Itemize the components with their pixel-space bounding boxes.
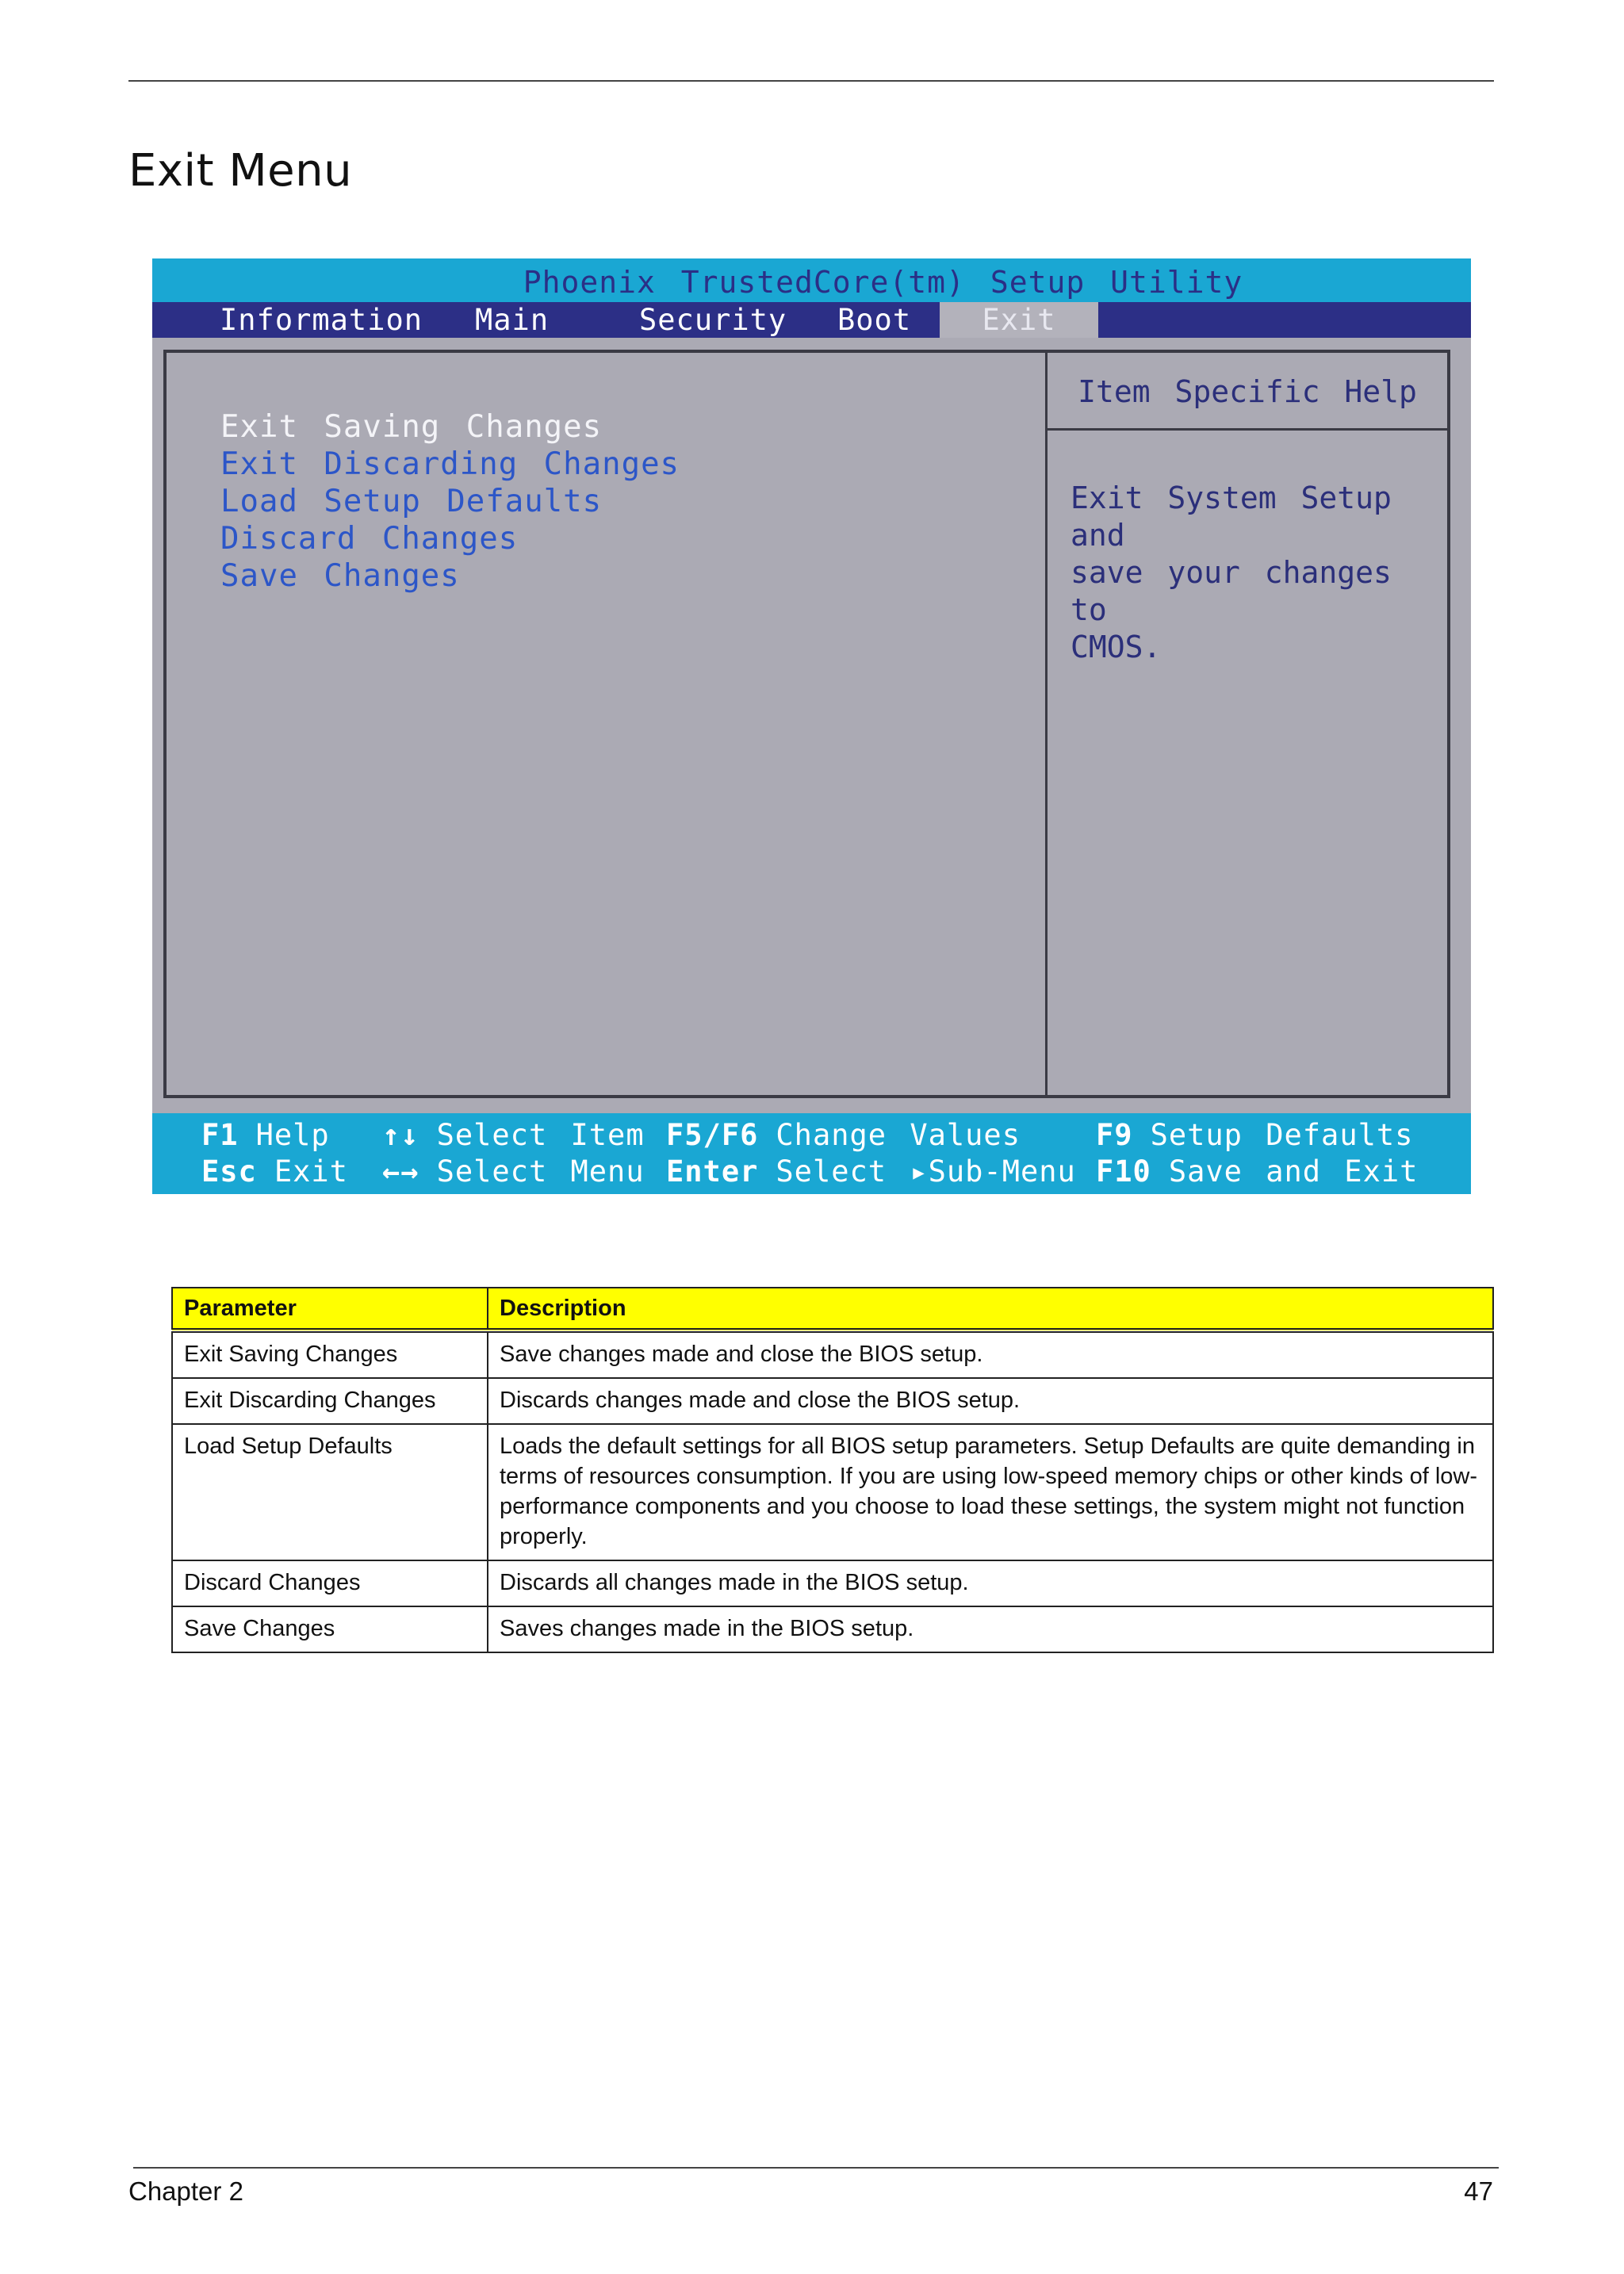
- bios-menu-main[interactable]: Main: [475, 303, 550, 337]
- description-cell: Discards all changes made in the BIOS setup.: [488, 1560, 1493, 1606]
- bios-key-legend: [152, 1113, 1471, 1194]
- bios-option-discard-changes[interactable]: Discard Changes: [220, 521, 519, 557]
- bios-option-load-setup-defaults[interactable]: Load Setup Defaults: [220, 484, 603, 519]
- bios-key-desc: Select Item: [436, 1118, 645, 1152]
- footer-rule: [133, 2167, 1499, 2169]
- column-header-description: Description: [488, 1288, 1493, 1330]
- bios-key-desc: Exit: [274, 1154, 348, 1189]
- column-header-parameter: Parameter: [172, 1288, 488, 1330]
- parameter-cell: Exit Saving Changes: [172, 1330, 488, 1378]
- page-title: Exit Menu: [128, 144, 353, 197]
- bios-title-bar: [152, 258, 1471, 302]
- table-row: [172, 1378, 1493, 1424]
- parameter-cell: Discard Changes: [172, 1560, 488, 1606]
- bios-key-f5f6-change-values: [666, 1118, 1021, 1152]
- bios-key-desc: Change Values: [776, 1118, 1021, 1152]
- header-rule: [128, 80, 1494, 82]
- bios-key-desc: Save and Exit: [1168, 1154, 1419, 1189]
- bios-help-title: Item Specific Help: [1048, 353, 1447, 431]
- bios-key-esc-exit: [201, 1154, 348, 1189]
- bios-menu-exit[interactable]: Exit: [940, 302, 1098, 338]
- bios-key-enter-select: [666, 1154, 1076, 1189]
- description-cell: Saves changes made in the BIOS setup.: [488, 1606, 1493, 1652]
- bios-screenshot: [152, 258, 1471, 1194]
- bios-option-exit-saving-changes[interactable]: Exit Saving Changes: [220, 409, 603, 445]
- bios-key-select-menu: [382, 1154, 645, 1189]
- bios-key-label: F5/F6: [666, 1118, 759, 1152]
- table-row: [172, 1424, 1493, 1560]
- bios-key-desc: Help: [255, 1118, 330, 1152]
- description-cell: Loads the default settings for all BIOS setup parameters. Setup Defaults are quite demanding in terms of resources consumption. If you are using low-speed memory chips or other kinds of low-performance components and you choose to load these settings, the system might not function properly.: [488, 1424, 1493, 1560]
- bios-help-text: [1071, 480, 1435, 666]
- bios-menu-bar: [152, 302, 1471, 338]
- bios-key-label: ←→: [382, 1154, 419, 1189]
- bios-menu-information[interactable]: Information: [220, 303, 423, 337]
- bios-key-desc: Select Menu: [436, 1154, 645, 1189]
- bios-menu-security[interactable]: Security: [639, 303, 787, 337]
- bios-help-line: Exit System Setup and: [1071, 480, 1392, 553]
- bios-key-label: F10: [1096, 1154, 1151, 1189]
- bios-menu-boot[interactable]: Boot: [837, 303, 912, 337]
- description-cell: Save changes made and close the BIOS setup.: [488, 1330, 1493, 1378]
- page-number: 47: [1464, 2176, 1493, 2206]
- bios-help-line: CMOS.: [1071, 630, 1162, 664]
- bios-key-f9-setup-defaults: [1096, 1118, 1413, 1152]
- parameter-cell: Exit Discarding Changes: [172, 1378, 488, 1424]
- bios-panel-divider: [1045, 353, 1048, 1095]
- bios-main-panel: [163, 350, 1450, 1098]
- bios-key-label: Esc: [201, 1154, 257, 1189]
- parameter-cell: Load Setup Defaults: [172, 1424, 488, 1560]
- table-row: [172, 1330, 1493, 1378]
- chapter-label: Chapter 2: [128, 2176, 243, 2206]
- bios-key-f1-help: [201, 1118, 330, 1152]
- parameter-table: [171, 1287, 1494, 1653]
- bios-key-label: F1: [201, 1118, 239, 1152]
- bios-option-save-changes[interactable]: Save Changes: [220, 558, 460, 594]
- bios-option-exit-discarding-changes[interactable]: Exit Discarding Changes: [220, 446, 680, 482]
- table-header-row: [172, 1288, 1493, 1330]
- bios-key-select-item: [382, 1118, 645, 1152]
- description-cell: Discards changes made and close the BIOS setup.: [488, 1378, 1493, 1424]
- bios-key-label: Enter: [666, 1154, 759, 1189]
- bios-key-label: F9: [1096, 1118, 1133, 1152]
- bios-key-f10-save-exit: [1096, 1154, 1418, 1189]
- bios-key-desc: Select ▸Sub-Menu: [776, 1154, 1076, 1189]
- bios-key-desc: Setup Defaults: [1150, 1118, 1414, 1152]
- parameter-cell: Save Changes: [172, 1606, 488, 1652]
- bios-title: Phoenix TrustedCore(tm) Setup Utility: [523, 265, 1243, 300]
- bios-key-label: ↑↓: [382, 1118, 419, 1152]
- bios-help-line: save your changes to: [1071, 555, 1392, 627]
- table-row: [172, 1560, 1493, 1606]
- table-row: [172, 1606, 1493, 1652]
- bios-option-list: [220, 408, 680, 595]
